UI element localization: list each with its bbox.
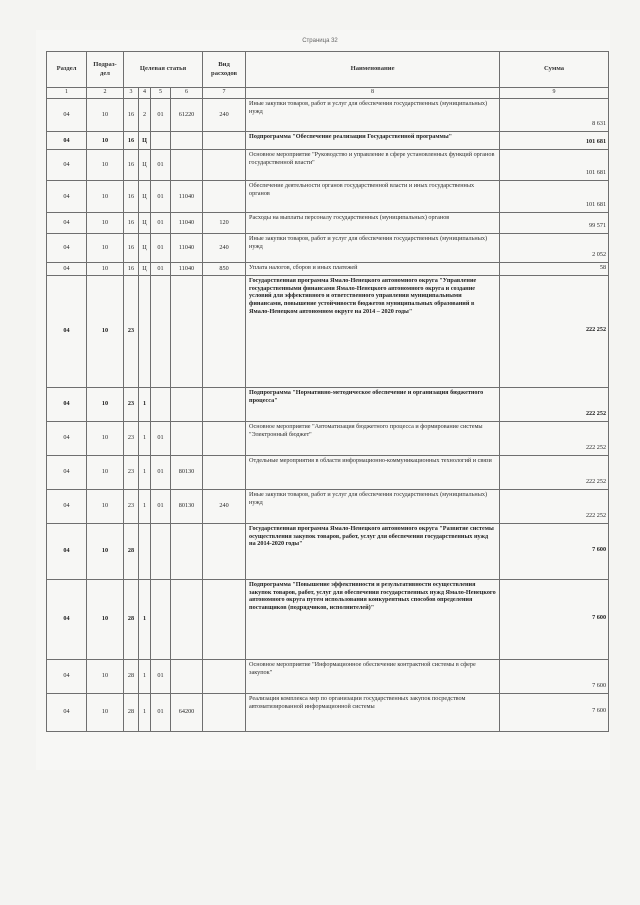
cell-section: 04	[47, 579, 87, 659]
cell-name: Уплата налогов, сборов и иных платежей	[246, 263, 500, 276]
cell-sum: 7 600	[500, 659, 609, 693]
cell-sum: 58	[500, 263, 609, 276]
cell-section: 04	[47, 489, 87, 523]
cell-sum: 222 252	[500, 455, 609, 489]
cell-program: 16	[124, 132, 139, 150]
cell-direction: 11040	[171, 213, 203, 234]
cell-activity: 01	[151, 234, 171, 263]
cell-sum: 101 681	[500, 181, 609, 213]
cell-sum: 7 600	[500, 523, 609, 579]
cell-subsection: 10	[87, 234, 124, 263]
table-row	[47, 263, 609, 276]
cell-expense-type	[203, 579, 246, 659]
cell-sum: 101 681	[500, 132, 609, 150]
cell-activity	[151, 523, 171, 579]
cell-sum: 101 681	[500, 150, 609, 181]
cell-section: 04	[47, 263, 87, 276]
cell-direction: 11040	[171, 263, 203, 276]
table-row	[47, 579, 609, 659]
cell-subsection: 10	[87, 132, 124, 150]
cell-direction	[171, 150, 203, 181]
cell-program: 28	[124, 523, 139, 579]
table-row	[47, 99, 609, 132]
cell-subprogram: Ц	[139, 150, 151, 181]
column-number: 2	[87, 88, 124, 99]
cell-program: 16	[124, 181, 139, 213]
cell-program: 16	[124, 263, 139, 276]
cell-name: Реализация комплекса мер по организации государственных закупок посредством автоматизированной информационной системы	[246, 693, 500, 731]
column-number: 8	[246, 88, 500, 99]
cell-expense-type: 240	[203, 99, 246, 132]
cell-subsection: 10	[87, 213, 124, 234]
column-number: 7	[203, 88, 246, 99]
cell-program: 28	[124, 659, 139, 693]
cell-activity: 01	[151, 693, 171, 731]
cell-subprogram: 1	[139, 659, 151, 693]
cell-direction	[171, 132, 203, 150]
cell-sum: 222 252	[500, 489, 609, 523]
cell-section: 04	[47, 659, 87, 693]
cell-section: 04	[47, 99, 87, 132]
table-row	[47, 132, 609, 150]
column-number: 9	[500, 88, 609, 99]
cell-activity: 01	[151, 181, 171, 213]
cell-name: Государственная программа Ямало-Ненецкого автономного округа "Развитие системы осуществления закупок товаров, работ, услуг для обеспечения государственных нужд на 2014-2020 годы"	[246, 523, 500, 579]
table-row	[47, 213, 609, 234]
header-sum: Сумма	[500, 52, 609, 88]
cell-direction	[171, 421, 203, 455]
cell-section: 04	[47, 181, 87, 213]
cell-program: 23	[124, 489, 139, 523]
cell-subprogram: Ц	[139, 263, 151, 276]
cell-program: 28	[124, 693, 139, 731]
cell-expense-type	[203, 659, 246, 693]
cell-subprogram	[139, 523, 151, 579]
cell-subprogram: Ц	[139, 132, 151, 150]
cell-program: 16	[124, 150, 139, 181]
cell-direction: 80130	[171, 455, 203, 489]
cell-program: 16	[124, 213, 139, 234]
cell-subsection: 10	[87, 263, 124, 276]
cell-program: 23	[124, 387, 139, 421]
cell-subprogram: 1	[139, 455, 151, 489]
cell-expense-type: 850	[203, 263, 246, 276]
cell-subprogram: 1	[139, 489, 151, 523]
cell-subprogram: 1	[139, 421, 151, 455]
table-row	[47, 234, 609, 263]
page-label: Страница 32	[302, 38, 338, 44]
cell-name: Подпрограмма "Нормативно-методическое обеспечение и организация бюджетного процесса"	[246, 387, 500, 421]
cell-subprogram: 1	[139, 693, 151, 731]
cell-activity: 01	[151, 263, 171, 276]
cell-name: Иные закупки товаров, работ и услуг для обеспечения государственных (муниципальных) нужд	[246, 489, 500, 523]
cell-section: 04	[47, 421, 87, 455]
cell-subsection: 10	[87, 455, 124, 489]
cell-program: 23	[124, 421, 139, 455]
cell-program: 23	[124, 455, 139, 489]
cell-direction: 61220	[171, 99, 203, 132]
table-row	[47, 693, 609, 731]
cell-name: Основное мероприятие "Автоматизация бюджетного процесса и формирование системы "Электронный бюджет"	[246, 421, 500, 455]
cell-sum: 222 252	[500, 275, 609, 387]
table-row	[47, 181, 609, 213]
cell-subprogram	[139, 275, 151, 387]
cell-subprogram: Ц	[139, 213, 151, 234]
table-row	[47, 387, 609, 421]
cell-name: Государственная программа Ямало-Ненецкого автономного округа "Управление государственными финансами Ямало-Ненецкого автономного округа и создание условий для эффективного и ответственного управления муниципальными финансами, повышение устойчивости бюджетов муниципальных образований в Ямало-Ненецком автономном округе на 2014 – 2020 годы"	[246, 275, 500, 387]
cell-section: 04	[47, 213, 87, 234]
cell-activity	[151, 275, 171, 387]
budget-table	[46, 51, 609, 732]
header-name: Наименование	[246, 52, 500, 88]
cell-sum: 8 631	[500, 99, 609, 132]
cell-activity: 01	[151, 421, 171, 455]
header-section: Раздел	[47, 52, 87, 88]
cell-activity: 01	[151, 213, 171, 234]
cell-name: Иные закупки товаров, работ и услуг для обеспечения государственных (муниципальных) нужд	[246, 234, 500, 263]
column-number-row	[47, 88, 609, 99]
cell-activity: 01	[151, 150, 171, 181]
cell-section: 04	[47, 693, 87, 731]
header-expense-type: Вид расходов	[203, 52, 246, 88]
cell-subsection: 10	[87, 421, 124, 455]
cell-name: Иные закупки товаров, работ и услуг для обеспечения государственных (муниципальных) нужд	[246, 99, 500, 132]
cell-sum: 7 600	[500, 693, 609, 731]
cell-name: Основное мероприятие "Руководство и управление в сфере установленных функций органов государственной власти"	[246, 150, 500, 181]
cell-program: 28	[124, 579, 139, 659]
cell-sum: 7 600	[500, 579, 609, 659]
cell-expense-type	[203, 132, 246, 150]
cell-direction: 64200	[171, 693, 203, 731]
cell-program: 16	[124, 99, 139, 132]
cell-direction	[171, 659, 203, 693]
column-number: 6	[171, 88, 203, 99]
cell-direction	[171, 275, 203, 387]
cell-sum: 222 252	[500, 387, 609, 421]
cell-name: Подпрограмма "Обеспечение реализации Государственной программы"	[246, 132, 500, 150]
cell-expense-type	[203, 275, 246, 387]
cell-expense-type	[203, 387, 246, 421]
cell-activity	[151, 579, 171, 659]
header-target-article: Целевая статья	[124, 52, 203, 88]
cell-subprogram: Ц	[139, 181, 151, 213]
column-number: 5	[151, 88, 171, 99]
cell-name: Отдельные мероприятия в области информационно-коммуникационных технологий и связи	[246, 455, 500, 489]
cell-subprogram: 1	[139, 579, 151, 659]
cell-section: 04	[47, 275, 87, 387]
column-number: 3	[124, 88, 139, 99]
cell-sum: 222 252	[500, 421, 609, 455]
cell-activity	[151, 132, 171, 150]
cell-subprogram: 1	[139, 387, 151, 421]
cell-direction	[171, 579, 203, 659]
cell-sum: 99 571	[500, 213, 609, 234]
cell-expense-type: 240	[203, 489, 246, 523]
table-row	[47, 523, 609, 579]
table-header-row	[47, 52, 609, 88]
table-row	[47, 275, 609, 387]
cell-name: Расходы на выплаты персоналу государственных (муниципальных) органов	[246, 213, 500, 234]
cell-expense-type	[203, 421, 246, 455]
cell-direction	[171, 523, 203, 579]
cell-name: Подпрограмма "Повышение эффективности и результативности осуществления закупок товаров, работ, услуг для обеспечения государственных нужд Ямало-Ненецкого автономного округа путем использования конкурентных способов определения поставщиков (подрядчиков, исполнителей)"	[246, 579, 500, 659]
cell-activity: 01	[151, 659, 171, 693]
cell-subsection: 10	[87, 693, 124, 731]
cell-subsection: 10	[87, 659, 124, 693]
cell-subsection: 10	[87, 489, 124, 523]
cell-section: 04	[47, 387, 87, 421]
cell-expense-type	[203, 693, 246, 731]
cell-section: 04	[47, 455, 87, 489]
header-subsection: Подраз-дел	[87, 52, 124, 88]
cell-expense-type: 120	[203, 213, 246, 234]
table-row	[47, 659, 609, 693]
cell-activity: 01	[151, 455, 171, 489]
cell-activity: 01	[151, 489, 171, 523]
cell-sum: 2 052	[500, 234, 609, 263]
cell-expense-type	[203, 455, 246, 489]
cell-expense-type	[203, 523, 246, 579]
cell-subsection: 10	[87, 579, 124, 659]
cell-subsection: 10	[87, 387, 124, 421]
cell-expense-type	[203, 150, 246, 181]
cell-direction	[171, 387, 203, 421]
cell-expense-type	[203, 181, 246, 213]
cell-expense-type: 240	[203, 234, 246, 263]
cell-subsection: 10	[87, 523, 124, 579]
cell-name: Обеспечение деятельности органов государственной власти и иных государственных органов	[246, 181, 500, 213]
cell-subsection: 10	[87, 275, 124, 387]
cell-section: 04	[47, 234, 87, 263]
cell-section: 04	[47, 132, 87, 150]
cell-activity	[151, 387, 171, 421]
cell-direction: 80130	[171, 489, 203, 523]
cell-subprogram: 2	[139, 99, 151, 132]
column-number: 4	[139, 88, 151, 99]
cell-section: 04	[47, 150, 87, 181]
cell-direction: 11040	[171, 181, 203, 213]
cell-section: 04	[47, 523, 87, 579]
cell-program: 23	[124, 275, 139, 387]
column-number: 1	[47, 88, 87, 99]
table-row	[47, 455, 609, 489]
cell-subsection: 10	[87, 150, 124, 181]
cell-name: Основное мероприятие "Информационное обеспечение контрактной системы в сфере закупок"	[246, 659, 500, 693]
cell-subsection: 10	[87, 99, 124, 132]
table-row	[47, 489, 609, 523]
cell-program: 16	[124, 234, 139, 263]
cell-direction: 11040	[171, 234, 203, 263]
cell-activity: 01	[151, 99, 171, 132]
table-row	[47, 421, 609, 455]
table-row	[47, 150, 609, 181]
cell-subsection: 10	[87, 181, 124, 213]
cell-subprogram: Ц	[139, 234, 151, 263]
